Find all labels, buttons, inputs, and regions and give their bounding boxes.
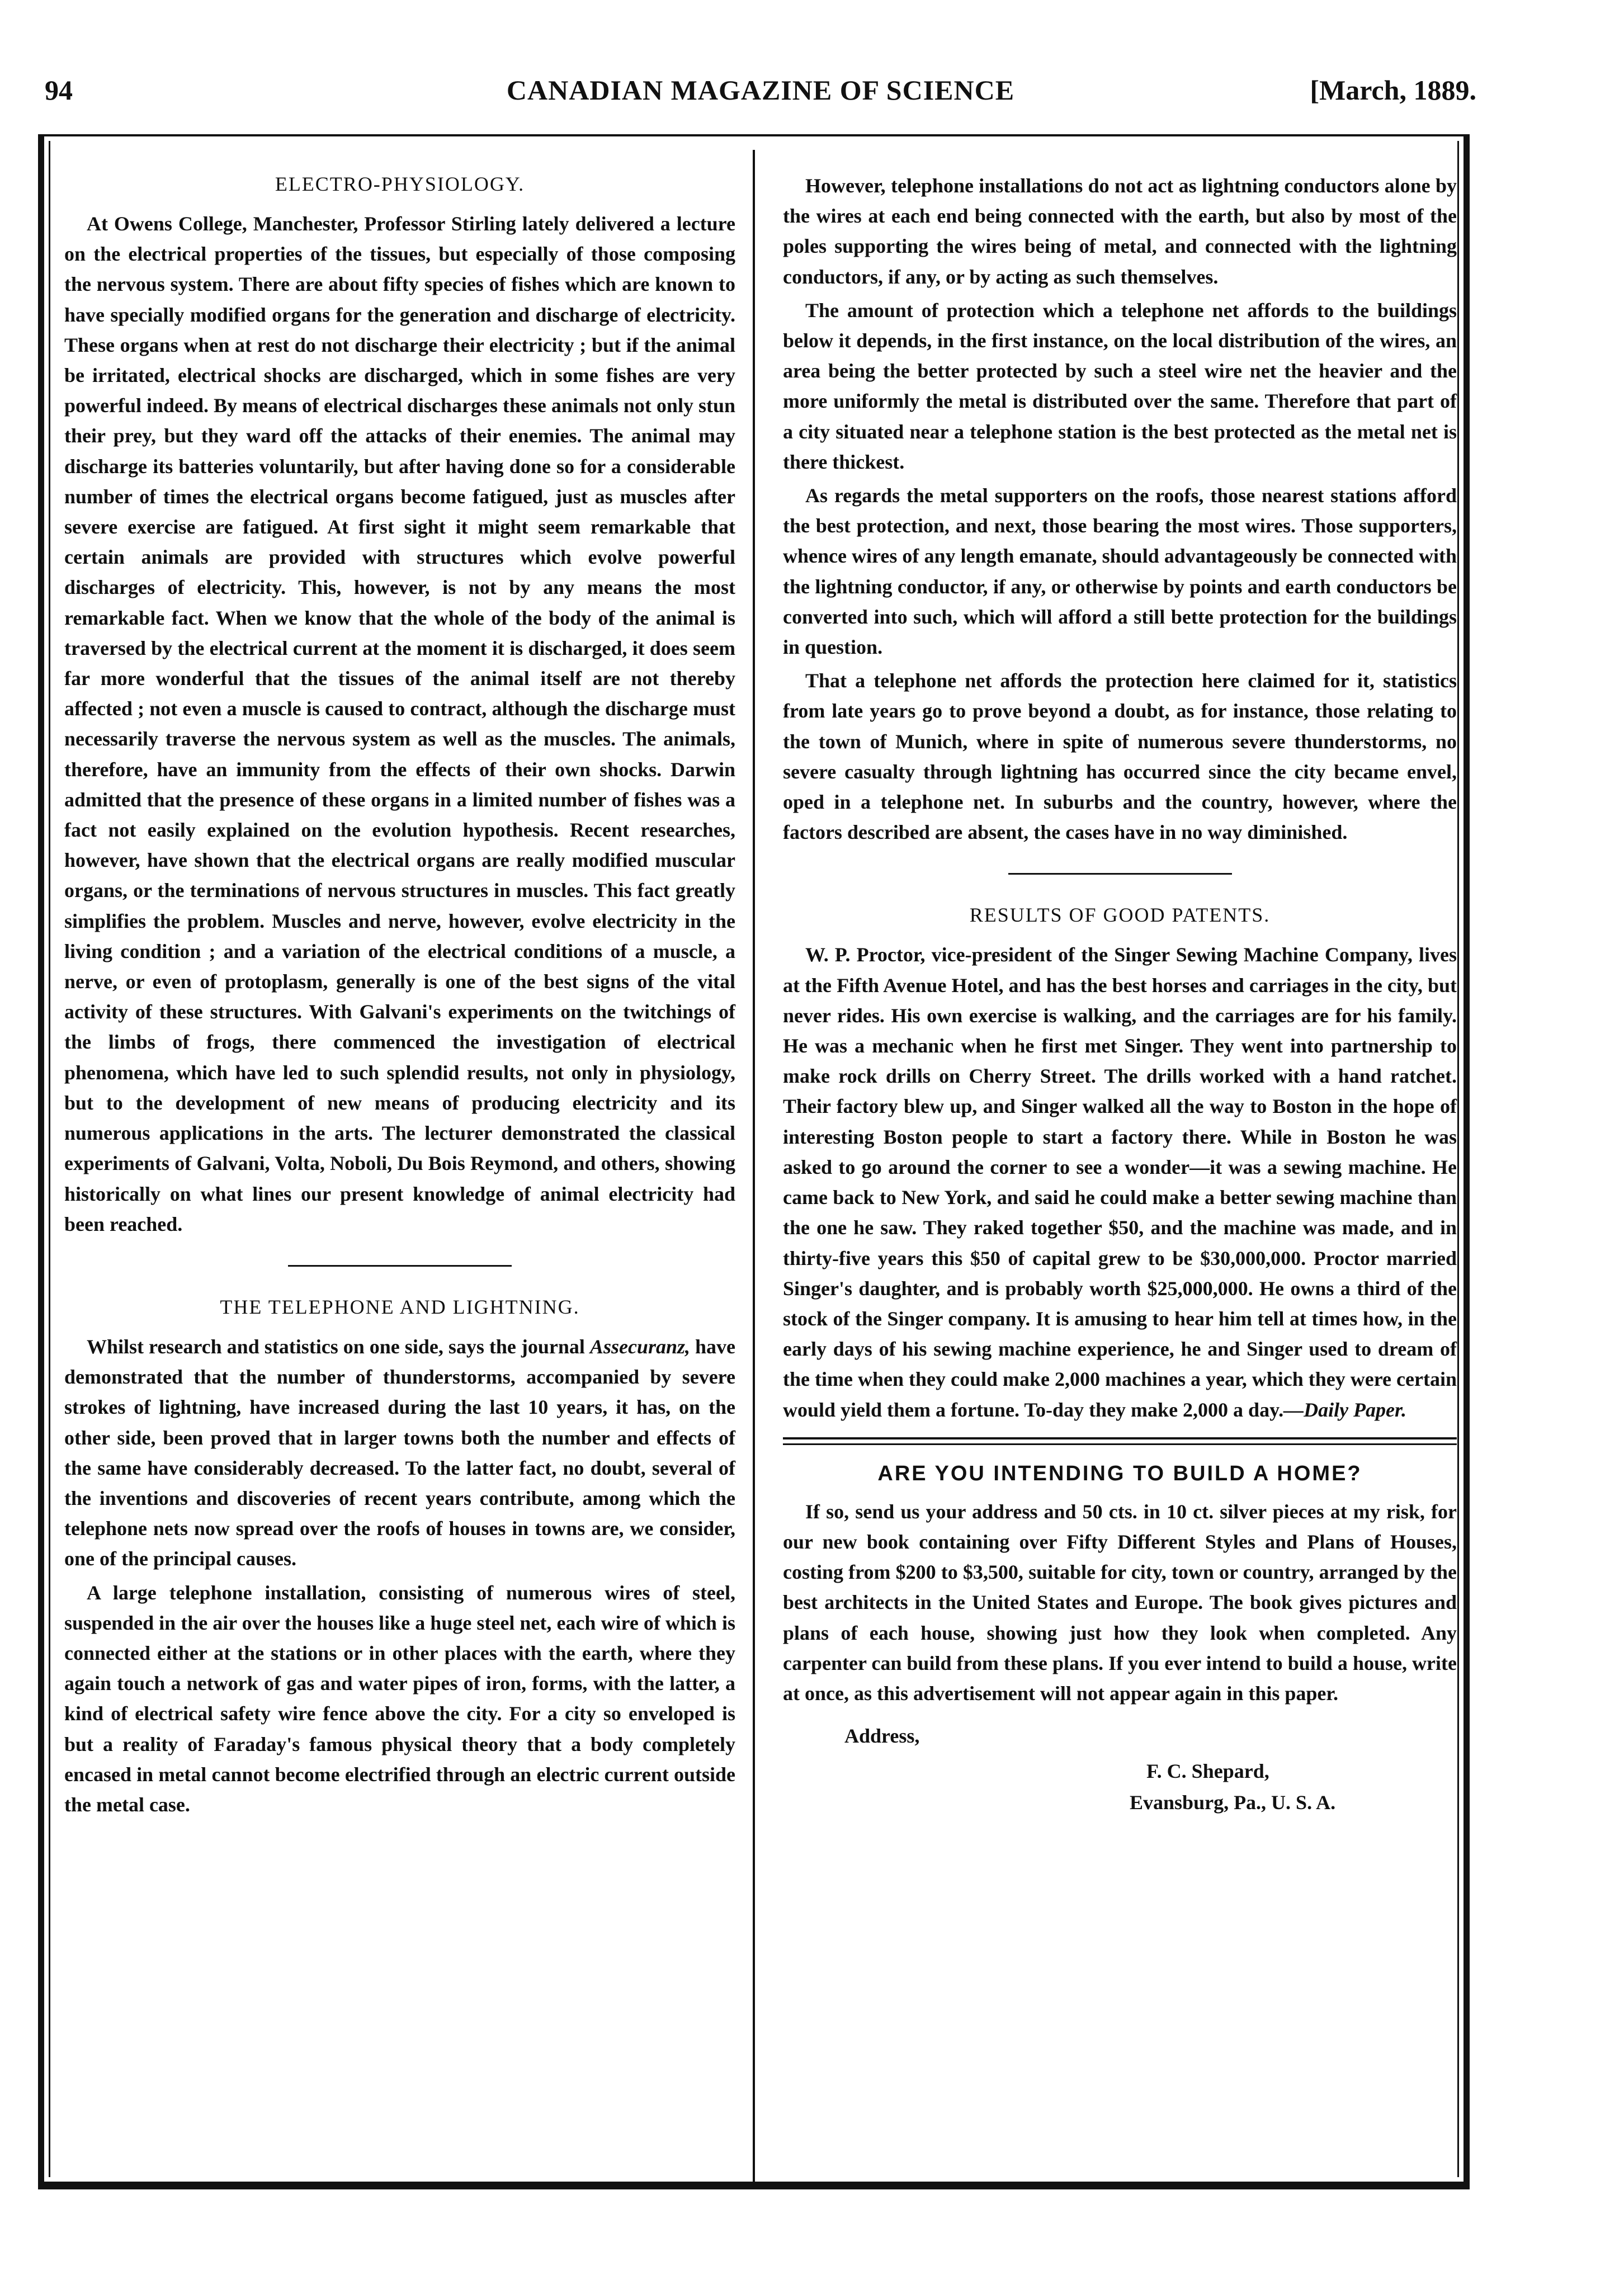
good-patents-title: RESULTS OF GOOD PATENTS. [969, 904, 1271, 927]
journal-name: Assecuranz, [589, 1335, 690, 1358]
telephone-p1-start: Whilst research and statistics on one side, says the journal [87, 1335, 585, 1358]
electro-physiology-paragraph: At Owens College, Manchester, Professor Stirling lately delivered a lecture on the electrical properties of the tissues, but especially of those composing the nervous system. There are about fifty species of fishes which are known to have specially modified organs for the generation and discharge of electricity. These organs when at rest do not discharge their electricity ; but if the animal be irritated, electrical shocks are discharged, which in some fishes are very powerful indeed. By means of electrical discharges these animals not only stun their prey, but they ward off the attacks of their enemies. The animal may discharge its batteries voluntarily, but after having done so for a considerable number of times the electrical organs become fatigued, just as muscles after severe exercise are fatigued. At first sight it might seem remarkable that certain animals are provided with structures which evolve powerful discharges of electricity. This, however, is not by any means the most remarkable fact. When we know that the whole of the body of the animal is traversed by the electrical current at the moment it is discharged, it does seem far more wonderful that the tissues of the animal itself are not thereby affected ; not even a muscle is caused to contract, although the discharge must necessarily traverse the nervous system as well as the muscles. The animals, therefore, have an immunity from the effects of their own shocks. Darwin admitted that the presence of these organs in a limited number of fishes was a fact not easily explained on the evolution hypothesis. Recent researches, however, have shown that the electrical organs are really modified muscular organs, or the terminations of nervous structures in muscles. This fact greatly simplifies the problem. Muscles and nerve, however, evolve electricity in the living condition ; and a variation of the electrical conditions of a muscle, a nerve, or even of protoplasm, generally is one of the best signs of the vital activity of these structures. With Galvani's experiments on the twitchings of the limbs of frogs, there commenced the investigation of electrical phenomena, which have led to such splendid results, not only in physiology, but to the development of new means of producing electricity and its numerous applications in the arts. The lecturer demonstrated the classical experiments of Galvani, Volta, Noboli, Du Bois Reymond, and others, showing historically on what lines our present knowledge of animal electricity had been reached. [64, 213, 735, 1235]
telephone-paragraph-3: However, telephone installations do not act as lightning conductors alone by the wires at each end being connected with the earth, but also by most of the poles supporting the wires being of metal, and connected with the lightning conductors, if any, or by acting as such themselves. [783, 174, 1457, 288]
magazine-title: CANADIAN MAGAZINE OF SCIENCE [506, 74, 1015, 106]
advertiser-name: F. C. Shepard, [1146, 1760, 1269, 1783]
advertiser-location: Evansburg, Pa., U. S. A. [1130, 1791, 1336, 1814]
patents-text: W. P. Proctor, vice-president of the Singer Sewing Machine Company, lives at the Fifth Avenue Hotel, and has the best horses and carriages in the city, but never rides. His own exercise is walking, and the carriages are for his family. He was a mechanic when he first met Singer. They went into partnership to make rock drills on Cherry Street. The drills worked with a hand ratchet. Their factory blew up, and Singer walked all the way to Boston in the hope of interesting Boston people to start a factory there. While in Boston he was asked to go around the corner to see a wonder—it was a sewing machine. He came back to New York, and said he could make a better sewing machine than the one he saw. They raked together $50, and the machine was made, and in thirty-five years this $50 of capital grew to be $30,000,000. Proctor married Singer's daughter, and is probably worth $25,000,000. He owns a third of the stock of the Singer company. It is amusing to hear him tell at times how, in the early days of his sewing machine experience, he and Singer used to dream of the time when they could make 2,000 machines a year, which they were certain would yield them a fortune. To-day they make 2,000 a day. [783, 943, 1457, 1421]
section-divider [288, 1265, 512, 1267]
frame-inner-rule-left [49, 141, 50, 2177]
left-column [64, 171, 735, 1820]
telephone-paragraph-6: That a telephone net affords the protection here claimed for it, statistics from late years go to prove beyond a doubt, as for instance, those relating to the town of Munich, where in spite of numerous severe thunderstorms, no severe casualty through lightning has occurred since the city became envel, oped in a telephone net. In suburbs and the country, however, where the factors described are absent, the cases have in no way diminished. [783, 669, 1457, 844]
section-divider [1008, 873, 1232, 875]
page-number: 94 [45, 74, 73, 106]
telephone-p1-rest: have demonstrated that the number of thunderstorms, accompanied by severe strokes of lightning, have increased during the last 10 years, it has, on the other side, been proved that in larger towns both the number and effects of the same have considerably decreased. To the latter fact, no doubt, several of the inventions and discoveries of recent years contribute, among which the telephone nets now spread over the roofs of houses in towns are, we consider, one of the principal causes. [64, 1335, 736, 1570]
telephone-paragraph-5: As regards the metal supporters on the roofs, those nearest stations afford the best protection, and next, those bearing the most wires. Those supporters, whence wires of any length emanate, should advantageously be connected with the lightning conductor, if any, or otherwise by points and earth conductors be converted into such, which will afford a still bette protection for the buildings in question. [783, 484, 1457, 659]
patents-source: —Daily Paper. [1283, 1398, 1407, 1421]
right-column [783, 171, 1457, 1818]
column-divider [753, 150, 755, 2182]
good-patents-paragraph [783, 940, 1457, 1424]
address-label: Address, [844, 1725, 920, 1748]
frame-inner-rule-right [1457, 141, 1459, 2177]
advertisement-divider [783, 1437, 1457, 1445]
telephone-paragraph-2: A large telephone installation, consisting of numerous wires of steel, suspended in the air over the houses like a huge steel net, each wire of which is connected either at the stations or in other places with the earth, where they again touch a network of gas and water pipes of iron, forms, with the latter, a kind of electrical safety wire fence above the city. For a city so enveloped is but a reality of Faraday's famous physical theory that a body completely encased in metal cannot become electrified through an electric current outside the metal case. [64, 1581, 735, 1816]
telephone-paragraph-1 [64, 1332, 735, 1574]
page-header [45, 74, 1476, 119]
telephone-lightning-title: THE TELEPHONE AND LIGHTNING. [220, 1295, 580, 1318]
telephone-paragraph-4: The amount of protection which a telephone net affords to the buildings below it depends, in the first instance, on the local distribution of the wires, an area being the better protected by such a steel wire net the heavier and the more uniformly the metal is distributed over the same. Therefore that part of a city situated near a telephone station is the best protected as the metal net is there thickest. [783, 299, 1457, 473]
electro-physiology-title: ELECTRO-PHYSIOLOGY. [275, 173, 525, 195]
issue-date: [March, 1889. [1310, 74, 1476, 106]
advertisement-paragraph: If so, send us your address and 50 cts. in 10 ct. silver pieces at my risk, for our new book containing over Fifty Different Styles and Plans of Houses, costing from $200 to $3,500, suitable for city, town or country, arranged by the best architects in the United States and Europe. The book gives pictures and plans of each house, showing just how they look when completed. Any carpenter can build from these plans. If you ever intend to build a house, write at once, as this advertisement will not appear again in this paper. [783, 1500, 1457, 1705]
advertisement-title: ARE YOU INTENDING TO BUILD A HOME? [877, 1461, 1362, 1485]
